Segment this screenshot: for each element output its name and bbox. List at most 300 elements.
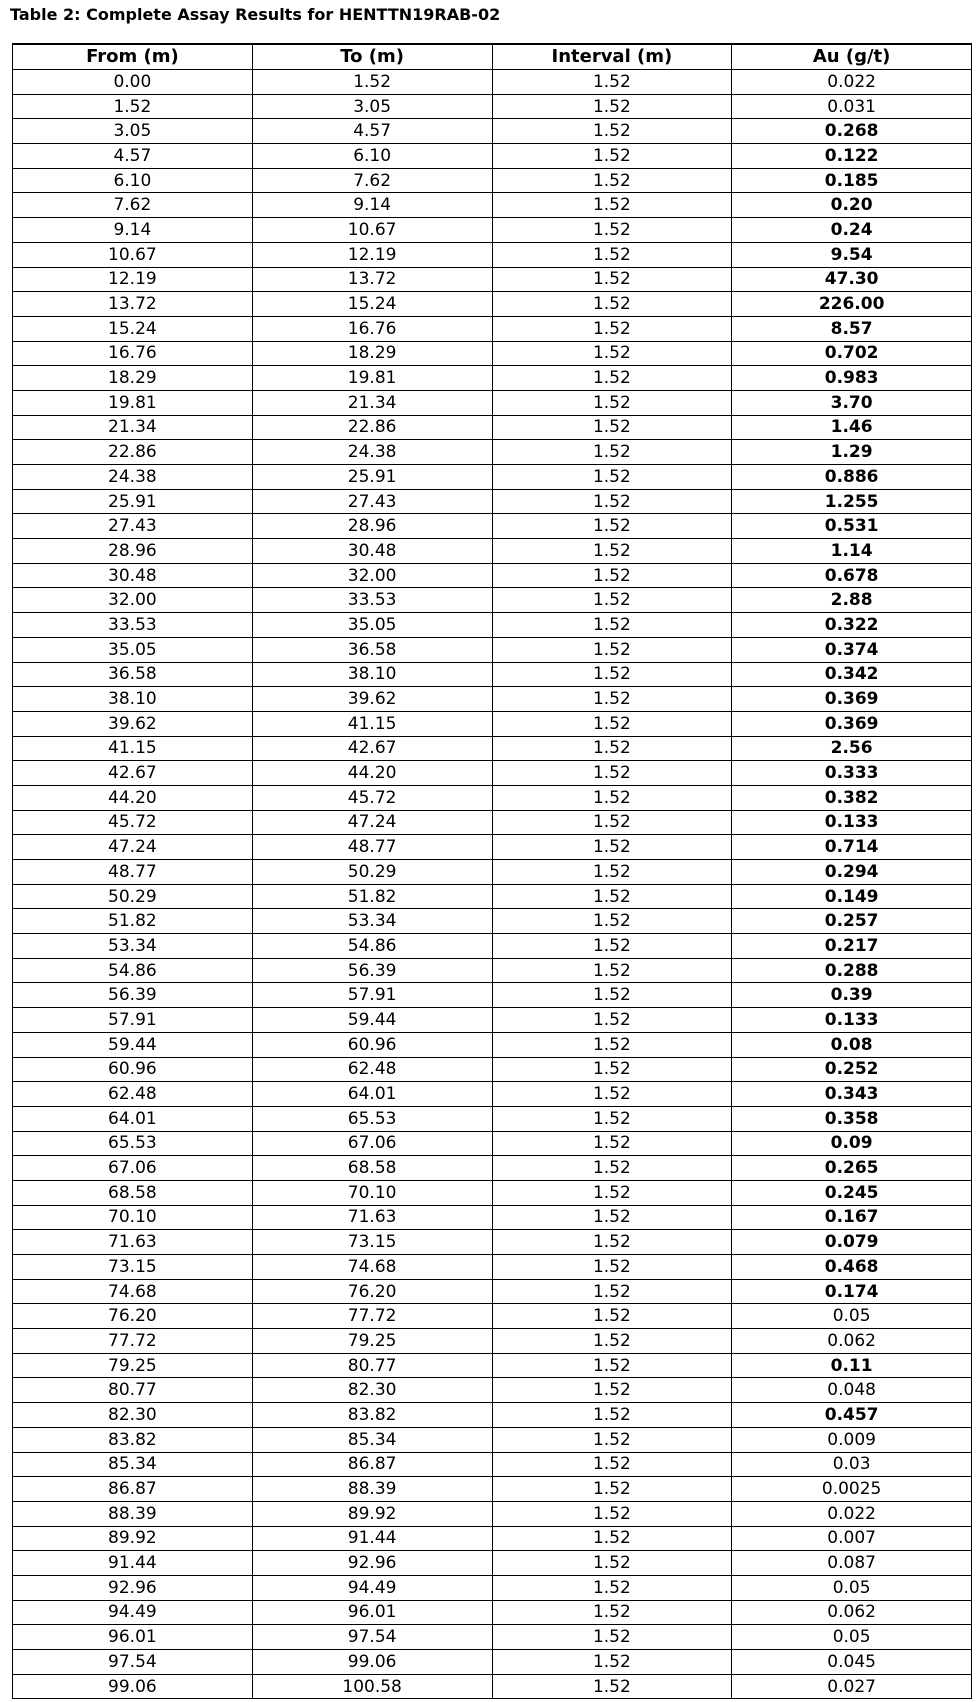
cell-au: 0.217 [732, 934, 972, 959]
cell-from: 12.19 [13, 267, 253, 292]
cell-to: 100.58 [252, 1674, 492, 1699]
cell-from: 21.34 [13, 415, 253, 440]
cell-from: 28.96 [13, 539, 253, 564]
header-row [13, 44, 972, 70]
cell-from: 35.05 [13, 637, 253, 662]
cell-au: 0.245 [732, 1180, 972, 1205]
cell-to: 36.58 [252, 637, 492, 662]
cell-from: 80.77 [13, 1378, 253, 1403]
cell-from: 9.14 [13, 218, 253, 243]
table-row [13, 1353, 972, 1378]
cell-interval: 1.52 [492, 1625, 732, 1650]
cell-interval: 1.52 [492, 267, 732, 292]
table-row [13, 662, 972, 687]
assay-results-table [12, 43, 972, 1699]
cell-interval: 1.52 [492, 761, 732, 786]
cell-to: 13.72 [252, 267, 492, 292]
table-row [13, 1008, 972, 1033]
table-row [13, 193, 972, 218]
cell-to: 89.92 [252, 1501, 492, 1526]
cell-au: 0.457 [732, 1403, 972, 1428]
table-row [13, 1255, 972, 1280]
cell-au: 0.886 [732, 465, 972, 490]
table-row [13, 316, 972, 341]
cell-au: 0.022 [732, 70, 972, 95]
cell-to: 74.68 [252, 1255, 492, 1280]
cell-from: 62.48 [13, 1082, 253, 1107]
cell-au: 0.0025 [732, 1477, 972, 1502]
table-row [13, 1600, 972, 1625]
cell-to: 97.54 [252, 1625, 492, 1650]
cell-from: 77.72 [13, 1329, 253, 1354]
cell-au: 0.294 [732, 860, 972, 885]
cell-au: 2.88 [732, 588, 972, 613]
cell-interval: 1.52 [492, 94, 732, 119]
cell-au: 0.133 [732, 810, 972, 835]
table-row [13, 1304, 972, 1329]
cell-interval: 1.52 [492, 1353, 732, 1378]
cell-to: 48.77 [252, 835, 492, 860]
cell-from: 32.00 [13, 588, 253, 613]
cell-from: 1.52 [13, 94, 253, 119]
cell-to: 25.91 [252, 465, 492, 490]
column-header-interval: Interval (m) [492, 44, 732, 70]
cell-from: 3.05 [13, 119, 253, 144]
cell-au: 0.087 [732, 1551, 972, 1576]
cell-from: 91.44 [13, 1551, 253, 1576]
cell-interval: 1.52 [492, 70, 732, 95]
cell-to: 65.53 [252, 1106, 492, 1131]
table-row [13, 1650, 972, 1675]
cell-from: 38.10 [13, 687, 253, 712]
cell-au: 0.358 [732, 1106, 972, 1131]
cell-from: 64.01 [13, 1106, 253, 1131]
cell-from: 94.49 [13, 1600, 253, 1625]
cell-au: 0.468 [732, 1255, 972, 1280]
cell-to: 71.63 [252, 1205, 492, 1230]
cell-interval: 1.52 [492, 341, 732, 366]
cell-interval: 1.52 [492, 415, 732, 440]
cell-au: 0.045 [732, 1650, 972, 1675]
cell-to: 10.67 [252, 218, 492, 243]
cell-au: 0.20 [732, 193, 972, 218]
cell-au: 0.05 [732, 1625, 972, 1650]
cell-to: 56.39 [252, 958, 492, 983]
table-row [13, 1180, 972, 1205]
cell-au: 0.05 [732, 1304, 972, 1329]
table-row [13, 168, 972, 193]
cell-from: 45.72 [13, 810, 253, 835]
table-row [13, 1279, 972, 1304]
cell-au: 0.342 [732, 662, 972, 687]
cell-from: 24.38 [13, 465, 253, 490]
cell-au: 2.56 [732, 736, 972, 761]
cell-from: 33.53 [13, 613, 253, 638]
cell-interval: 1.52 [492, 909, 732, 934]
cell-interval: 1.52 [492, 1329, 732, 1354]
cell-from: 88.39 [13, 1501, 253, 1526]
cell-from: 54.86 [13, 958, 253, 983]
cell-au: 0.062 [732, 1600, 972, 1625]
cell-interval: 1.52 [492, 465, 732, 490]
cell-interval: 1.52 [492, 1600, 732, 1625]
cell-to: 28.96 [252, 514, 492, 539]
table-row [13, 736, 972, 761]
table-row [13, 1082, 972, 1107]
cell-from: 42.67 [13, 761, 253, 786]
cell-interval: 1.52 [492, 440, 732, 465]
cell-to: 68.58 [252, 1156, 492, 1181]
table-body [13, 70, 972, 1699]
cell-from: 53.34 [13, 934, 253, 959]
table-row [13, 1575, 972, 1600]
cell-au: 0.382 [732, 785, 972, 810]
table-row [13, 687, 972, 712]
table-row [13, 242, 972, 267]
cell-au: 0.714 [732, 835, 972, 860]
cell-au: 0.983 [732, 366, 972, 391]
cell-to: 4.57 [252, 119, 492, 144]
cell-au: 0.288 [732, 958, 972, 983]
cell-au: 0.174 [732, 1279, 972, 1304]
cell-interval: 1.52 [492, 390, 732, 415]
cell-interval: 1.52 [492, 1032, 732, 1057]
cell-from: 50.29 [13, 884, 253, 909]
table-row [13, 1452, 972, 1477]
cell-interval: 1.52 [492, 1057, 732, 1082]
table-row [13, 983, 972, 1008]
table-row [13, 539, 972, 564]
table-row [13, 119, 972, 144]
cell-from: 59.44 [13, 1032, 253, 1057]
cell-au: 1.29 [732, 440, 972, 465]
table-row [13, 1625, 972, 1650]
cell-au: 0.149 [732, 884, 972, 909]
table-row [13, 70, 972, 95]
table-row [13, 884, 972, 909]
table-row [13, 588, 972, 613]
cell-to: 76.20 [252, 1279, 492, 1304]
cell-au: 0.257 [732, 909, 972, 934]
cell-interval: 1.52 [492, 1008, 732, 1033]
cell-to: 80.77 [252, 1353, 492, 1378]
cell-interval: 1.52 [492, 785, 732, 810]
table-row [13, 514, 972, 539]
column-header-from: From (m) [13, 44, 253, 70]
table-row [13, 1378, 972, 1403]
cell-from: 4.57 [13, 144, 253, 169]
cell-au: 0.185 [732, 168, 972, 193]
cell-from: 48.77 [13, 860, 253, 885]
table-row [13, 366, 972, 391]
cell-interval: 1.52 [492, 1304, 732, 1329]
table-row [13, 465, 972, 490]
cell-to: 33.53 [252, 588, 492, 613]
table-row [13, 1477, 972, 1502]
cell-from: 85.34 [13, 1452, 253, 1477]
cell-interval: 1.52 [492, 1205, 732, 1230]
table-row [13, 94, 972, 119]
table-row [13, 909, 972, 934]
cell-au: 0.03 [732, 1452, 972, 1477]
cell-interval: 1.52 [492, 613, 732, 638]
cell-au: 0.369 [732, 711, 972, 736]
cell-from: 7.62 [13, 193, 253, 218]
table-row [13, 835, 972, 860]
cell-to: 47.24 [252, 810, 492, 835]
table-row [13, 415, 972, 440]
table-row [13, 1329, 972, 1354]
cell-interval: 1.52 [492, 958, 732, 983]
cell-interval: 1.52 [492, 736, 732, 761]
table-row [13, 1106, 972, 1131]
table-row [13, 563, 972, 588]
cell-au: 0.062 [732, 1329, 972, 1354]
table-row [13, 1230, 972, 1255]
cell-interval: 1.52 [492, 1650, 732, 1675]
cell-from: 92.96 [13, 1575, 253, 1600]
cell-to: 73.15 [252, 1230, 492, 1255]
cell-interval: 1.52 [492, 489, 732, 514]
table-title: Table 2: Complete Assay Results for HENTTN19RAB-02 [10, 5, 501, 24]
table-row [13, 1674, 972, 1699]
cell-au: 0.079 [732, 1230, 972, 1255]
cell-to: 44.20 [252, 761, 492, 786]
cell-to: 86.87 [252, 1452, 492, 1477]
table-row [13, 1501, 972, 1526]
cell-to: 30.48 [252, 539, 492, 564]
column-header-to: To (m) [252, 44, 492, 70]
cell-interval: 1.52 [492, 934, 732, 959]
cell-from: 73.15 [13, 1255, 253, 1280]
cell-from: 74.68 [13, 1279, 253, 1304]
cell-from: 18.29 [13, 366, 253, 391]
table-row [13, 1131, 972, 1156]
cell-interval: 1.52 [492, 1526, 732, 1551]
cell-au: 0.369 [732, 687, 972, 712]
cell-from: 25.91 [13, 489, 253, 514]
cell-interval: 1.52 [492, 860, 732, 885]
cell-to: 6.10 [252, 144, 492, 169]
cell-to: 82.30 [252, 1378, 492, 1403]
table-row [13, 1032, 972, 1057]
table-row [13, 934, 972, 959]
table-row [13, 761, 972, 786]
table-row [13, 810, 972, 835]
table-row [13, 637, 972, 662]
cell-from: 83.82 [13, 1427, 253, 1452]
cell-au: 0.122 [732, 144, 972, 169]
table-row [13, 1205, 972, 1230]
cell-to: 21.34 [252, 390, 492, 415]
cell-interval: 1.52 [492, 1378, 732, 1403]
cell-interval: 1.52 [492, 193, 732, 218]
table-row [13, 440, 972, 465]
table-row [13, 1526, 972, 1551]
table-row [13, 1551, 972, 1576]
cell-to: 39.62 [252, 687, 492, 712]
cell-au: 0.133 [732, 1008, 972, 1033]
cell-to: 64.01 [252, 1082, 492, 1107]
cell-interval: 1.52 [492, 1082, 732, 1107]
cell-interval: 1.52 [492, 514, 732, 539]
cell-to: 70.10 [252, 1180, 492, 1205]
cell-from: 70.10 [13, 1205, 253, 1230]
cell-from: 39.62 [13, 711, 253, 736]
cell-interval: 1.52 [492, 539, 732, 564]
cell-from: 89.92 [13, 1526, 253, 1551]
cell-au: 0.027 [732, 1674, 972, 1699]
cell-interval: 1.52 [492, 1575, 732, 1600]
cell-interval: 1.52 [492, 810, 732, 835]
cell-au: 0.252 [732, 1057, 972, 1082]
cell-from: 27.43 [13, 514, 253, 539]
cell-au: 0.39 [732, 983, 972, 1008]
table-row [13, 267, 972, 292]
cell-au: 3.70 [732, 390, 972, 415]
cell-au: 0.048 [732, 1378, 972, 1403]
cell-from: 10.67 [13, 242, 253, 267]
cell-au: 0.333 [732, 761, 972, 786]
cell-au: 1.46 [732, 415, 972, 440]
cell-interval: 1.52 [492, 1551, 732, 1576]
cell-to: 91.44 [252, 1526, 492, 1551]
cell-au: 1.255 [732, 489, 972, 514]
cell-au: 0.05 [732, 1575, 972, 1600]
cell-interval: 1.52 [492, 637, 732, 662]
table-row [13, 785, 972, 810]
cell-au: 0.322 [732, 613, 972, 638]
cell-to: 59.44 [252, 1008, 492, 1033]
cell-au: 8.57 [732, 316, 972, 341]
cell-interval: 1.52 [492, 1452, 732, 1477]
cell-au: 1.14 [732, 539, 972, 564]
cell-to: 16.76 [252, 316, 492, 341]
cell-interval: 1.52 [492, 242, 732, 267]
cell-au: 0.031 [732, 94, 972, 119]
cell-from: 65.53 [13, 1131, 253, 1156]
cell-interval: 1.52 [492, 1255, 732, 1280]
cell-from: 71.63 [13, 1230, 253, 1255]
cell-au: 0.007 [732, 1526, 972, 1551]
cell-interval: 1.52 [492, 218, 732, 243]
cell-au: 0.531 [732, 514, 972, 539]
cell-from: 51.82 [13, 909, 253, 934]
cell-to: 45.72 [252, 785, 492, 810]
table-row [13, 711, 972, 736]
table-row [13, 489, 972, 514]
cell-to: 7.62 [252, 168, 492, 193]
cell-interval: 1.52 [492, 1180, 732, 1205]
cell-interval: 1.52 [492, 119, 732, 144]
cell-to: 96.01 [252, 1600, 492, 1625]
table-row [13, 390, 972, 415]
cell-interval: 1.52 [492, 1230, 732, 1255]
cell-interval: 1.52 [492, 1403, 732, 1428]
table-row [13, 860, 972, 885]
cell-from: 76.20 [13, 1304, 253, 1329]
cell-from: 13.72 [13, 292, 253, 317]
cell-to: 57.91 [252, 983, 492, 1008]
cell-interval: 1.52 [492, 835, 732, 860]
cell-to: 22.86 [252, 415, 492, 440]
cell-from: 30.48 [13, 563, 253, 588]
cell-from: 36.58 [13, 662, 253, 687]
cell-to: 51.82 [252, 884, 492, 909]
cell-interval: 1.52 [492, 588, 732, 613]
cell-from: 15.24 [13, 316, 253, 341]
cell-from: 97.54 [13, 1650, 253, 1675]
cell-to: 88.39 [252, 1477, 492, 1502]
cell-from: 60.96 [13, 1057, 253, 1082]
cell-au: 0.268 [732, 119, 972, 144]
cell-interval: 1.52 [492, 711, 732, 736]
cell-from: 68.58 [13, 1180, 253, 1205]
cell-to: 67.06 [252, 1131, 492, 1156]
cell-from: 96.01 [13, 1625, 253, 1650]
cell-to: 15.24 [252, 292, 492, 317]
cell-from: 82.30 [13, 1403, 253, 1428]
cell-to: 3.05 [252, 94, 492, 119]
table-row [13, 341, 972, 366]
cell-from: 6.10 [13, 168, 253, 193]
cell-to: 24.38 [252, 440, 492, 465]
cell-interval: 1.52 [492, 563, 732, 588]
cell-from: 57.91 [13, 1008, 253, 1033]
cell-interval: 1.52 [492, 1279, 732, 1304]
cell-from: 0.00 [13, 70, 253, 95]
cell-to: 99.06 [252, 1650, 492, 1675]
cell-to: 41.15 [252, 711, 492, 736]
column-header-au: Au (g/t) [732, 44, 972, 70]
cell-au: 0.374 [732, 637, 972, 662]
cell-to: 92.96 [252, 1551, 492, 1576]
cell-to: 53.34 [252, 909, 492, 934]
cell-to: 60.96 [252, 1032, 492, 1057]
cell-interval: 1.52 [492, 1674, 732, 1699]
cell-interval: 1.52 [492, 1131, 732, 1156]
cell-au: 0.167 [732, 1205, 972, 1230]
cell-to: 85.34 [252, 1427, 492, 1452]
cell-to: 62.48 [252, 1057, 492, 1082]
cell-au: 0.11 [732, 1353, 972, 1378]
cell-from: 47.24 [13, 835, 253, 860]
cell-from: 19.81 [13, 390, 253, 415]
cell-au: 0.702 [732, 341, 972, 366]
cell-from: 56.39 [13, 983, 253, 1008]
cell-interval: 1.52 [492, 316, 732, 341]
table-row [13, 144, 972, 169]
table-row [13, 218, 972, 243]
cell-au: 0.09 [732, 1131, 972, 1156]
cell-to: 19.81 [252, 366, 492, 391]
cell-au: 9.54 [732, 242, 972, 267]
cell-au: 0.343 [732, 1082, 972, 1107]
cell-from: 99.06 [13, 1674, 253, 1699]
cell-au: 226.00 [732, 292, 972, 317]
cell-interval: 1.52 [492, 1106, 732, 1131]
cell-au: 0.265 [732, 1156, 972, 1181]
cell-to: 1.52 [252, 70, 492, 95]
cell-from: 67.06 [13, 1156, 253, 1181]
cell-from: 79.25 [13, 1353, 253, 1378]
cell-to: 9.14 [252, 193, 492, 218]
cell-interval: 1.52 [492, 292, 732, 317]
cell-to: 94.49 [252, 1575, 492, 1600]
cell-from: 41.15 [13, 736, 253, 761]
table-row [13, 1057, 972, 1082]
cell-to: 79.25 [252, 1329, 492, 1354]
